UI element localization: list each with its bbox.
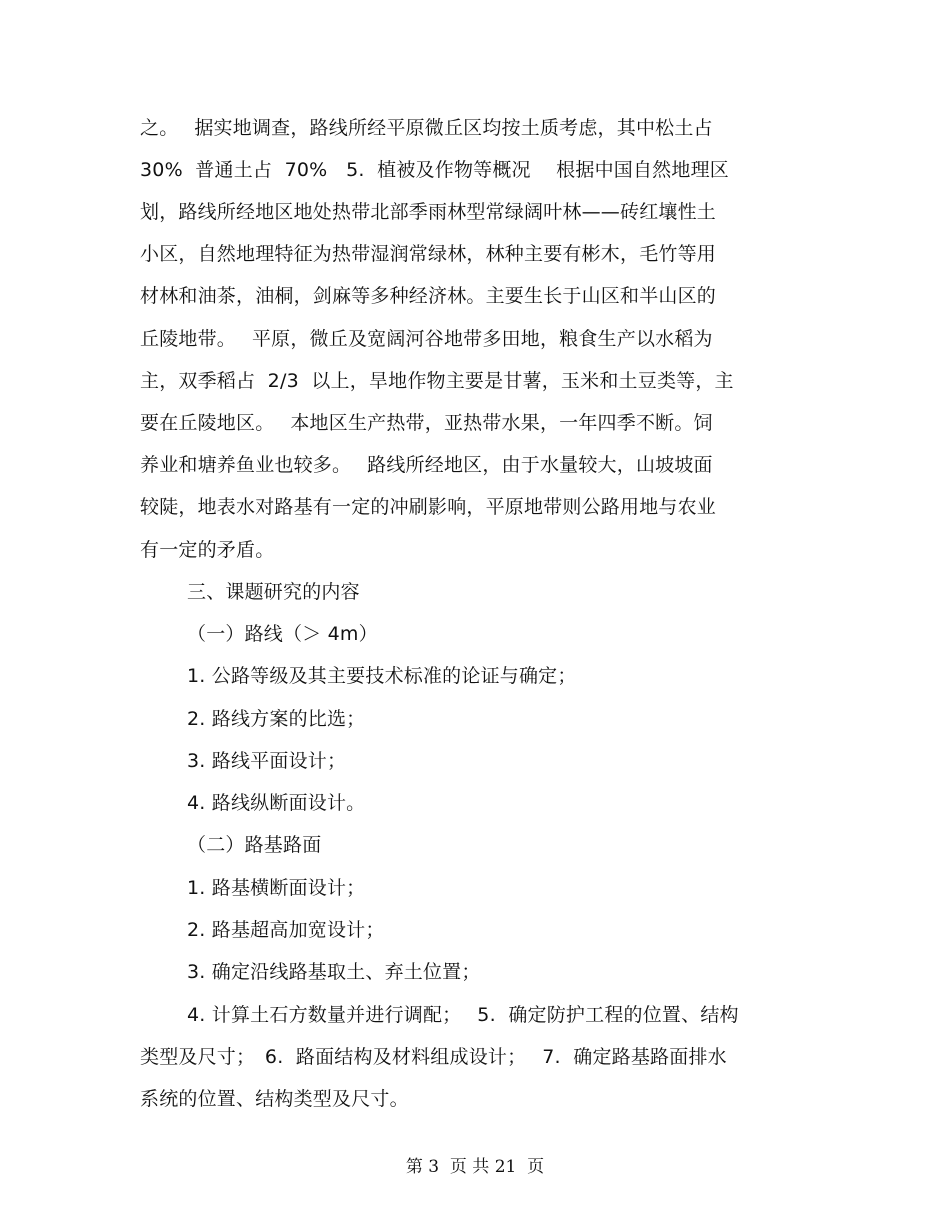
- body-line: 较陡，地表水对路基有一定的冲刷影响，平原地带则公路用地与农业: [140, 496, 717, 518]
- list-item: 4. 计算土石方数量并进行调配； 5. 确定防护工程的位置、结构: [187, 1004, 739, 1026]
- body-line: 小区，自然地理特征为热带湿润常绿林，林种主要有彬木，毛竹等用: [140, 243, 717, 265]
- body-line: 系统的位置、结构类型及尺寸。: [140, 1088, 409, 1110]
- subsection-title: （二）路基路面: [187, 834, 322, 856]
- body-line: 养业和塘养鱼业也较多。 路线所经地区，由于水量较大，山坡坡面: [140, 454, 713, 476]
- body-line: 要在丘陵地区。 本地区生产热带，亚热带水果，一年四季不断。饲: [140, 412, 713, 434]
- list-item: 2. 路基超高加宽设计；: [187, 919, 385, 941]
- body-line: 有一定的矛盾。: [140, 539, 275, 561]
- list-item: 1. 路基横断面设计；: [187, 877, 366, 899]
- body-line: 丘陵地带。 平原，微丘及宽阔河谷地带多田地，粮食生产以水稻为: [140, 328, 713, 350]
- list-item: 3. 确定沿线路基取土、弃土位置；: [187, 961, 481, 983]
- subsection-title: （一）路线（＞ 4m）: [187, 623, 378, 645]
- body-line: 30% 普通土占 70% 5. 植被及作物等概况 根据中国自然地理区: [140, 159, 729, 181]
- body-line: 材林和油茶，油桐，剑麻等多种经济林。主要生长于山区和半山区的: [140, 285, 717, 307]
- list-item: 3. 路线平面设计；: [187, 750, 347, 772]
- list-item: 1. 公路等级及其主要技术标准的论证与确定；: [187, 665, 577, 687]
- body-line: 之。 据实地调查，路线所经平原微丘区均按土质考虑，其中松土占: [140, 117, 713, 139]
- list-item: 2. 路线方案的比选；: [187, 708, 366, 730]
- body-line: 划，路线所经地区地处热带北部季雨林型常绿阔叶林——砖红壤性土: [140, 201, 717, 223]
- page-number-footer: 第 3 页 共 21 页: [405, 1157, 545, 1177]
- list-item: 4. 路线纵断面设计。: [187, 792, 366, 814]
- section-heading: 三、课题研究的内容: [187, 581, 360, 603]
- body-line: 主，双季稻占 2/3 以上，旱地作物主要是甘薯，玉米和土豆类等，主: [140, 370, 734, 392]
- body-line: 类型及尺寸； 6. 路面结构及材料组成设计； 7. 确定路基路面排水: [140, 1046, 727, 1068]
